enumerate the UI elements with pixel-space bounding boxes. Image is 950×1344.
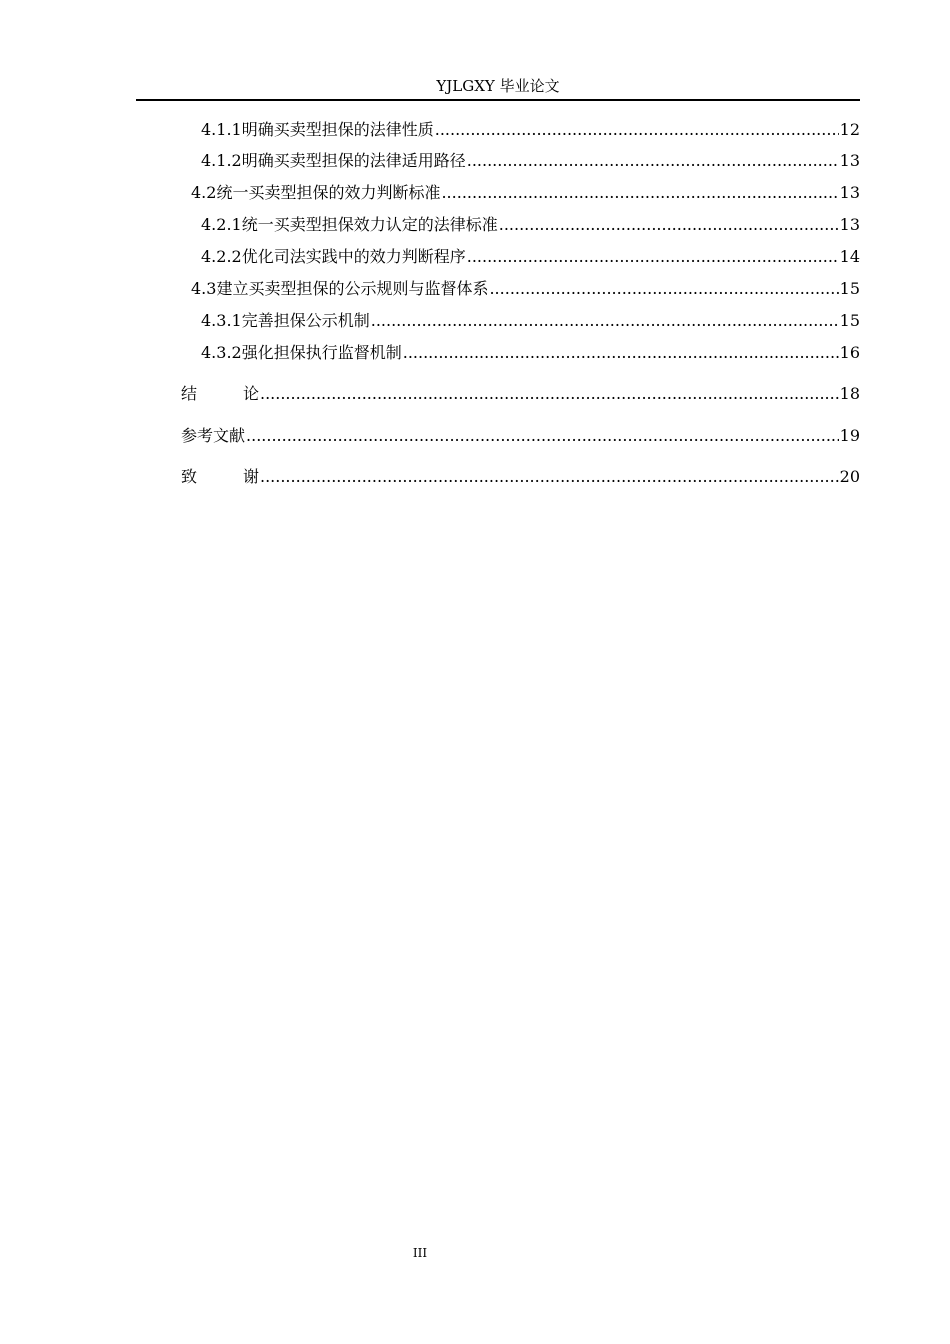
- toc-entry-number: 4.3.1: [201, 311, 242, 330]
- toc-entry-title: 统一买卖型担保的效力判断标准: [216, 183, 441, 202]
- toc-dot-leader: [403, 341, 839, 365]
- toc-entry-title: 明确买卖型担保的法律适用路径: [241, 151, 466, 170]
- toc-entry-title: 致谢: [181, 467, 259, 486]
- toc-entry-4-2-2[interactable]: [201, 245, 860, 269]
- toc-entry-conclusion[interactable]: [181, 382, 860, 406]
- toc-entry-page: 16: [839, 343, 860, 362]
- toc-entry-number: 4.2.2: [201, 247, 242, 266]
- toc-entry-page: 13: [839, 183, 860, 202]
- toc-dot-leader: [467, 149, 839, 173]
- toc-dot-leader: [489, 277, 838, 301]
- toc-entry-4-2-1[interactable]: [201, 213, 860, 237]
- toc-dot-leader: [499, 213, 839, 237]
- toc-dot-leader: [260, 465, 839, 489]
- toc-entry-4-3[interactable]: [191, 277, 860, 301]
- toc-entry-number: 4.1.1: [201, 120, 242, 139]
- toc-entry-4-3-2[interactable]: [201, 341, 860, 365]
- toc-entry-number: 4.3: [191, 279, 217, 298]
- toc-entry-title: 完善担保公示机制: [241, 311, 370, 330]
- toc-entry-page: 19: [839, 426, 860, 445]
- toc-entry-title: 优化司法实践中的效力判断程序: [241, 247, 466, 266]
- toc-entry-title: 结论: [181, 384, 259, 403]
- toc-entry-title: 参考文献: [181, 426, 246, 445]
- toc-entry-title: 强化担保执行监督机制: [241, 343, 402, 362]
- toc-entry-number: 4.2: [191, 183, 217, 202]
- toc-dot-leader: [260, 382, 839, 406]
- toc-entry-references[interactable]: [181, 424, 860, 448]
- page-number: III: [412, 1246, 428, 1260]
- toc-entry-4-1-1[interactable]: [201, 118, 860, 142]
- toc-entry-4-1-2[interactable]: [201, 149, 860, 173]
- toc-entry-title: 建立买卖型担保的公示规则与监督体系: [216, 279, 489, 298]
- toc-entry-number: 4.1.2: [201, 151, 242, 170]
- toc-entry-page: 13: [839, 215, 860, 234]
- toc-dot-leader: [441, 181, 838, 205]
- toc-entry-title: 明确买卖型担保的法律性质: [241, 120, 434, 139]
- toc-entry-acknowledgements[interactable]: [181, 465, 860, 489]
- toc-dot-leader: [246, 424, 839, 448]
- toc-entry-4-3-1[interactable]: [201, 309, 860, 333]
- toc-entry-number: 4.3.2: [201, 343, 242, 362]
- toc-entry-page: 18: [839, 384, 860, 403]
- toc-entry-title: 统一买卖型担保效力认定的法律标准: [241, 215, 498, 234]
- toc-dot-leader: [467, 245, 839, 269]
- toc-entry-page: 12: [839, 120, 860, 139]
- toc-entry-page: 15: [839, 311, 860, 330]
- toc-entry-page: 20: [839, 467, 860, 486]
- toc-entry-number: 4.2.1: [201, 215, 242, 234]
- toc-entry-page: 14: [839, 247, 860, 266]
- toc-entry-page: 13: [839, 151, 860, 170]
- toc-entry-4-2[interactable]: [191, 181, 860, 205]
- page-header: YJLGXY 毕业论文: [436, 77, 560, 95]
- toc-entry-page: 15: [839, 279, 860, 298]
- toc-dot-leader: [371, 309, 839, 333]
- toc-dot-leader: [435, 118, 839, 142]
